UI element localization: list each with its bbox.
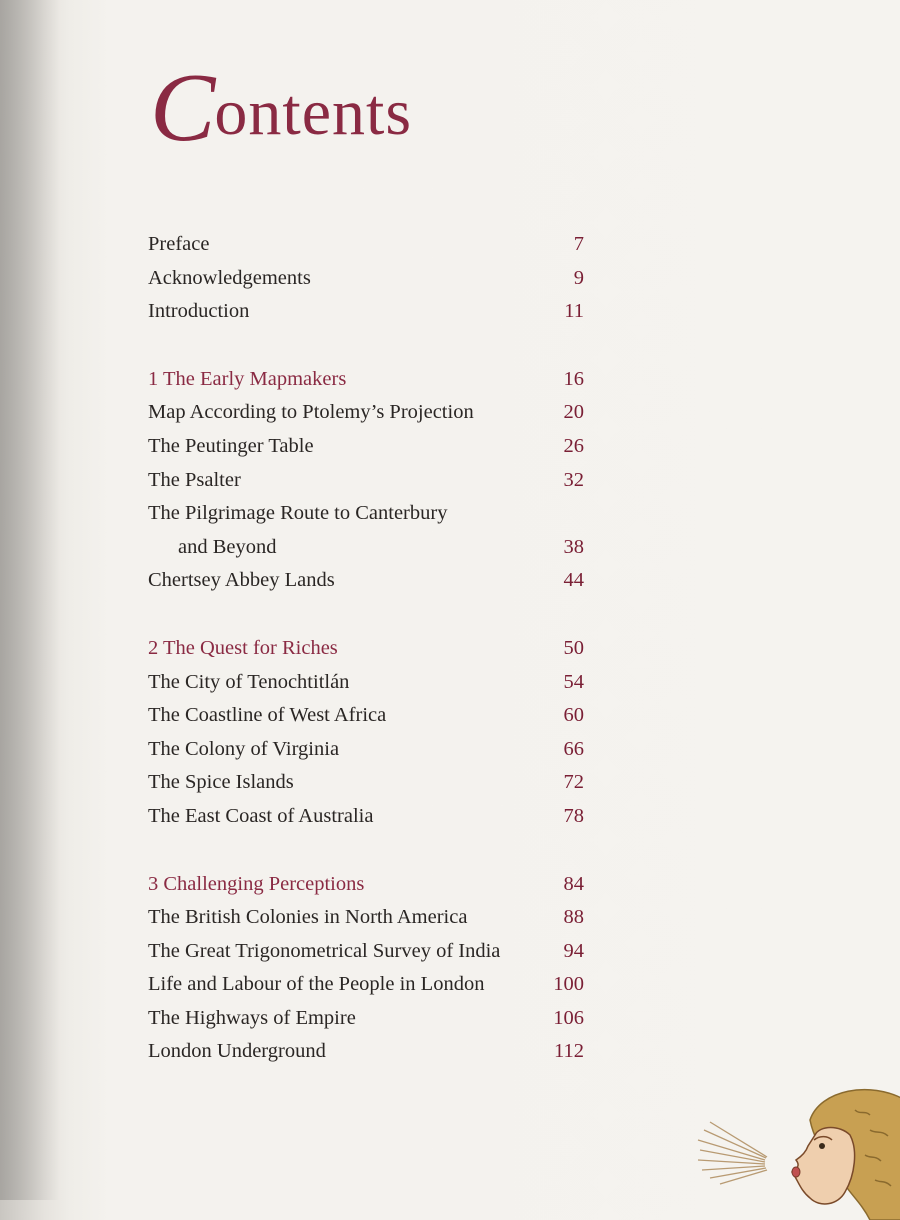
toc-page-number: 38 [563, 535, 584, 558]
toc-chapter-heading [148, 868, 584, 902]
book-gutter-shadow [0, 0, 60, 1200]
toc-entry-title: The Peutinger Table [148, 434, 314, 457]
table-of-contents [148, 228, 584, 1103]
toc-page-number: 16 [563, 367, 584, 390]
toc-entry-title: Acknowledgements [148, 266, 311, 289]
toc-entry [148, 766, 584, 800]
toc-entry [148, 733, 584, 767]
toc-entry-title: Life and Labour of the People in London [148, 973, 485, 996]
toc-entry [148, 531, 584, 565]
toc-page-number: 100 [553, 973, 584, 996]
toc-section [148, 228, 584, 329]
toc-entry-title: Preface [148, 233, 210, 255]
toc-entry-title: The British Colonies in North America [148, 906, 468, 929]
toc-entry-title: 2 The Quest for Riches [148, 636, 338, 659]
toc-page-number: 60 [563, 704, 584, 727]
toc-section [148, 632, 584, 834]
toc-entry-title: The City of Tenochtitlán [148, 670, 350, 693]
eye [819, 1143, 825, 1149]
toc-page-number: 84 [563, 872, 584, 895]
toc-page-number: 78 [563, 804, 584, 827]
toc-entry-title: and Beyond [178, 535, 277, 558]
toc-entry-title: The Coastline of West Africa [148, 704, 387, 727]
toc-chapter-heading [148, 363, 584, 397]
toc-entry [148, 699, 584, 733]
title-rest: ontents [214, 76, 413, 149]
toc-entry [148, 497, 584, 531]
toc-entry [148, 295, 584, 329]
toc-entry-title: The Colony of Virginia [148, 737, 340, 760]
toc-page-number: 66 [563, 737, 584, 760]
toc-entry [148, 1035, 584, 1069]
toc-page-number: 94 [563, 939, 584, 962]
toc-entry [148, 901, 584, 935]
toc-page-number: 54 [563, 670, 584, 693]
toc-page-number: 50 [563, 636, 584, 659]
toc-chapter-heading [148, 632, 584, 666]
toc-section [148, 363, 584, 598]
toc-entry [148, 935, 584, 969]
toc-entry-title: London Underground [148, 1040, 326, 1063]
blowing-mouth [792, 1167, 800, 1177]
toc-page-number: 112 [554, 1040, 584, 1063]
toc-entry [148, 262, 584, 296]
toc-entry-title: The Spice Islands [148, 771, 294, 794]
toc-entry-title: 3 Challenging Perceptions [148, 872, 365, 895]
toc-entry [148, 666, 584, 700]
toc-entry [148, 800, 584, 834]
toc-page-number: 11 [564, 300, 584, 323]
toc-page-number: 88 [563, 906, 584, 929]
toc-entry-title: The Highways of Empire [148, 1006, 356, 1029]
toc-entry [148, 228, 584, 262]
page-title [150, 52, 412, 164]
toc-page-number: 20 [563, 401, 584, 424]
toc-page-number: 44 [563, 569, 584, 592]
toc-page-number: 7 [573, 233, 584, 255]
toc-entry [148, 464, 584, 498]
title-initial: C [150, 54, 217, 162]
toc-section [148, 868, 584, 1070]
toc-entry-title: The Great Trigonometrical Survey of India [148, 939, 501, 962]
toc-page-number: 72 [563, 771, 584, 794]
toc-entry [148, 564, 584, 598]
toc-entry-title: Chertsey Abbey Lands [148, 569, 335, 592]
toc-entry-title: 1 The Early Mapmakers [148, 367, 347, 390]
toc-page-number: 106 [553, 1006, 584, 1029]
toc-page-number: 9 [573, 266, 584, 289]
toc-entry-title: Map According to Ptolemy’s Projection [148, 401, 474, 424]
toc-page-number: 26 [563, 434, 584, 457]
toc-entry [148, 430, 584, 464]
toc-entry-title: The Pilgrimage Route to Canterbury [148, 502, 448, 525]
wind-blowing-head-illustration [670, 1080, 900, 1220]
toc-page-number: 32 [563, 468, 584, 491]
face [792, 1128, 855, 1204]
toc-entry [148, 396, 584, 430]
toc-entry-title: The Psalter [148, 468, 241, 491]
toc-entry [148, 968, 584, 1002]
toc-entry [148, 1002, 584, 1036]
toc-entry-title: The East Coast of Australia [148, 804, 374, 827]
toc-entry-title: Introduction [148, 300, 250, 323]
breath-rays [698, 1122, 767, 1184]
